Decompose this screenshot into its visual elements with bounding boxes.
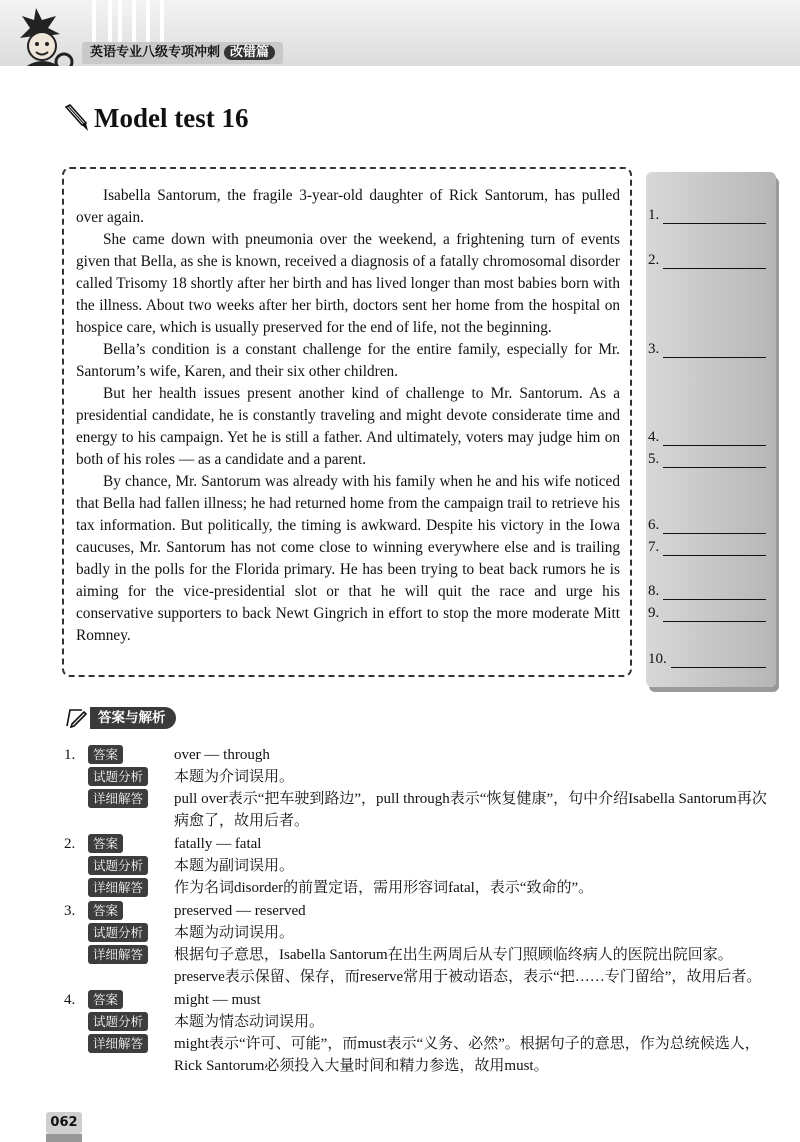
page-number-text: 062 — [50, 1115, 78, 1130]
edit-note-icon — [64, 706, 88, 730]
blank-10[interactable] — [648, 650, 766, 668]
answer-item — [64, 900, 776, 988]
detail-badge: 详细解答 — [88, 789, 148, 808]
answer-item — [64, 989, 776, 1077]
answer-item — [64, 744, 776, 832]
answer-badge: 答案 — [88, 901, 123, 920]
answers-heading-text: 答案与解析 — [90, 707, 176, 729]
answer-badge: 答案 — [88, 834, 123, 853]
detail-badge: 详细解答 — [88, 1034, 148, 1053]
blank-number: 2. — [648, 252, 660, 268]
answer-number: 1. — [64, 747, 76, 763]
answer-text: fatally — fatal — [174, 836, 262, 852]
blank-7[interactable] — [648, 538, 766, 556]
page-number — [46, 1112, 82, 1134]
detail-text: 作为名词disorder的前置定语，需用形容词fatal，表示“致命的”。 — [174, 880, 594, 896]
analysis-text: 本题为动词误用。 — [174, 925, 295, 941]
blank-9[interactable] — [648, 604, 766, 622]
page-header — [0, 0, 800, 66]
blank-number: 5. — [648, 451, 660, 467]
analysis-text: 本题为副词误用。 — [174, 858, 295, 874]
analysis-text: 本题为情态动词误用。 — [174, 1014, 325, 1030]
answer-item — [64, 833, 776, 899]
detail-badge: 详细解答 — [88, 878, 148, 897]
detail-text: 根据句子意思，Isabella Santorum在出生两周后从专门照顾临终病人的医院出院回家。preserve表示保留、保存，而reserve常用于被动语态，表示“把……专门留给”，故用后者。 — [174, 947, 762, 985]
blank-5[interactable] — [648, 450, 766, 468]
passage-paragraph: But her health issues present another kind of challenge to Mr. Santorum. As a presidential candidate, he is constantly traveling and might devote considerate time and energy to his campaign. Yet he is still a father. And ultimately, voters may judge him on both of his roles — as a candidate and a parent. — [76, 385, 620, 468]
blank-number: 10. — [648, 651, 667, 667]
mascot-icon — [6, 2, 82, 66]
detail-text: might表示“许可、可能”，而must表示“义务、必然”。根据句子的意思，作为总统候选人，Rick Santorum必须投入大量时间和精力参选，故用must。 — [174, 1036, 760, 1074]
answer-badge: 答案 — [88, 990, 123, 1009]
answer-number: 3. — [64, 903, 76, 919]
blank-number: 4. — [648, 429, 660, 445]
series-tag: 改错篇 — [224, 45, 275, 60]
answer-blanks-panel — [640, 172, 776, 697]
blank-number: 6. — [648, 517, 660, 533]
pencil-icon — [62, 103, 92, 133]
page-title: Model test 16 — [94, 102, 249, 133]
blank-1[interactable] — [648, 206, 766, 224]
analysis-badge: 试题分析 — [88, 1012, 148, 1031]
blank-6[interactable] — [648, 516, 766, 534]
answer-text: might — must — [174, 992, 261, 1008]
title-row — [62, 98, 248, 138]
passage-paragraph: Bella’s condition is a constant challenge for the entire family, especially for Mr. Santorum’s wife, Karen, and their six other children. — [76, 341, 620, 380]
series-title — [82, 42, 283, 64]
blank-3[interactable] — [648, 340, 766, 358]
passage-paragraph: She came down with pneumonia over the weekend, a frightening turn of events given that Bella, as she is known, received a diagnosis of a fatally chromosomal disorder called Trisomy 18 shortly after her birth and has lived longer than most babies born with the illness. About two weeks after her birth, doctors sent her home from the hospital on hospice care, which is usually preserved for the end of life, not the beginning. — [76, 231, 620, 336]
blank-8[interactable] — [648, 582, 766, 600]
detail-badge: 详细解答 — [88, 945, 148, 964]
blank-number: 7. — [648, 539, 660, 555]
answer-text: over — through — [174, 747, 270, 763]
answer-number: 4. — [64, 992, 76, 1008]
blank-number: 8. — [648, 583, 660, 599]
answers-heading — [64, 704, 176, 732]
answer-badge: 答案 — [88, 745, 123, 764]
passage-paragraph: By chance, Mr. Santorum was already with his family when he and his wife noticed that Bella had fallen illness; he had returned home from the campaign trail to retrieve his tax information. But politically, the timing is awkward. Despite his victory in the Iowa caucuses, Mr. Santorum has not come close to winning everywhere else and is trailing badly in the polls for the Florida primary. He has been trying to beat back rumors he is aiming for the vice-presidential slot or that he will quit the race and urge his conservative supporters to back Newt Gingrich in effort to stop the more moderate Mitt Romney. — [76, 473, 620, 644]
series-title-text: 英语专业八级专项冲刺 — [90, 45, 221, 60]
blank-number: 9. — [648, 605, 660, 621]
blank-4[interactable] — [648, 428, 766, 446]
analysis-text: 本题为介词误用。 — [174, 769, 295, 785]
blank-number: 3. — [648, 341, 660, 357]
detail-text: pull over表示“把车驶到路边”，pull through表示“恢复健康”，句中介绍Isabella Santorum再次病愈了，故用后者。 — [174, 791, 767, 829]
analysis-badge: 试题分析 — [88, 923, 148, 942]
passage-paragraph: Isabella Santorum, the fragile 3-year-old daughter of Rick Santorum, has pulled over again. — [76, 187, 620, 226]
answer-number: 2. — [64, 836, 76, 852]
analysis-badge: 试题分析 — [88, 856, 148, 875]
answers-list — [64, 744, 776, 1078]
answer-text: preserved — reserved — [174, 903, 306, 919]
blank-2[interactable] — [648, 251, 766, 269]
passage-box — [62, 167, 632, 677]
analysis-badge: 试题分析 — [88, 767, 148, 786]
blank-number: 1. — [648, 207, 660, 223]
